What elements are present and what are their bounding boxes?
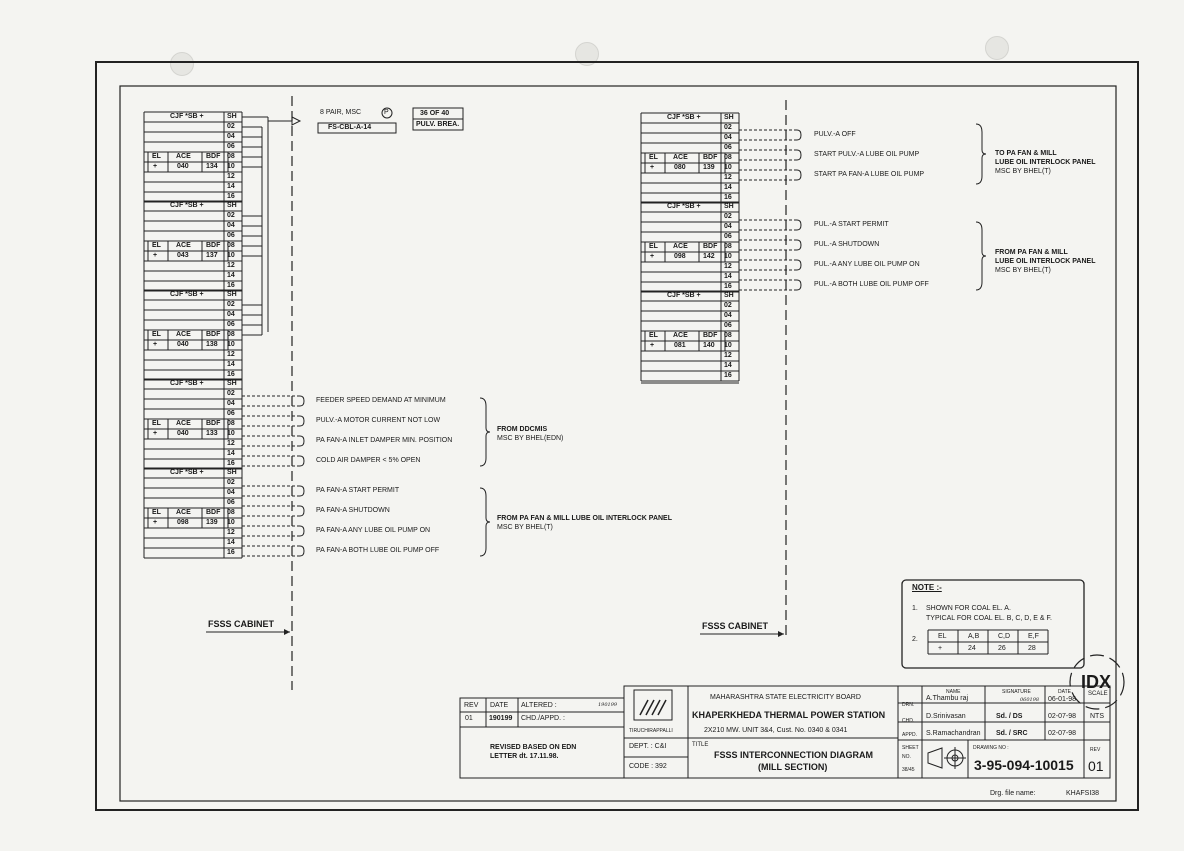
- tb-drn-label: DRN.: [902, 702, 915, 708]
- left-block1-row-16: 16: [227, 282, 235, 289]
- right-block2-row-02: 02: [724, 302, 732, 309]
- left-block3-row-SH: SH: [227, 380, 237, 387]
- right-block0-hdr-ace: ACE: [673, 154, 688, 161]
- left-block1-row-02: 02: [227, 212, 235, 219]
- right-block2-row-14: 14: [724, 362, 732, 369]
- tb-sig-chd: Sd. / DS: [996, 713, 1023, 720]
- tb-altered-date: 190199: [598, 702, 618, 708]
- left-block1-row-06: 06: [227, 232, 235, 239]
- note-item1-line1: SHOWN FOR COAL EL. A.: [926, 605, 1011, 612]
- note-table-value-1: 24: [968, 645, 976, 652]
- cable-pair-label: 8 PAIR, MSC: [320, 109, 362, 116]
- left-block4-code: 098: [177, 519, 189, 526]
- left-block3-hdr-bdf: BDF: [206, 420, 221, 427]
- left-block3-row-12: 12: [227, 440, 235, 447]
- note-table-header-1: A,B: [968, 633, 980, 640]
- right-cabinet-label: FSSS CABINET: [702, 621, 769, 631]
- right-block1-row-02: 02: [724, 213, 732, 220]
- right-signal-5: PUL.-A ANY LUBE OIL PUMP ON: [814, 261, 920, 268]
- left-block2-plus: +: [153, 341, 158, 348]
- left-block3-row-14: 14: [227, 450, 235, 457]
- from-panel-line1: FROM PA FAN & MILL: [995, 249, 1068, 256]
- ddcmis-title: FROM DDCMIS: [497, 426, 548, 433]
- tb-rev-no: 01: [465, 715, 473, 722]
- right-block2-row-06: 06: [724, 322, 732, 329]
- note-box: [902, 580, 1084, 668]
- right-block1-row-10: 10: [724, 253, 732, 260]
- cable-box-top: 36 OF 40: [420, 110, 450, 117]
- right-signal-4: PUL.-A SHUTDOWN: [814, 241, 880, 248]
- right-block2-hdr-el: EL: [649, 332, 658, 339]
- right-block1-title: CJF *SB +: [667, 203, 701, 210]
- tb-revised-line1: REVISED BASED ON EDN: [490, 744, 577, 751]
- tb-date-header: DATE: [490, 702, 509, 709]
- left-signal-0: FEEDER SPEED DEMAND AT MINIMUM: [316, 397, 446, 404]
- left-block2-hdr-bdf: BDF: [206, 331, 221, 338]
- note-table-header-3: E,F: [1028, 633, 1039, 640]
- tb-company-city: TIRUCHIRAPPALLI: [629, 728, 673, 734]
- right-block2-code2: 140: [703, 342, 715, 349]
- right-block2-row-SH: SH: [724, 292, 734, 299]
- tb-date-chd: 02-07-98: [1048, 713, 1077, 720]
- left-block2-row-12: 12: [227, 351, 235, 358]
- left-block3-row-16: 16: [227, 460, 235, 467]
- note-table-value-0: +: [938, 645, 943, 652]
- left-block1-hdr-ace: ACE: [176, 242, 191, 249]
- left-signal-6: PA FAN-A ANY LUBE OIL PUMP ON: [316, 527, 431, 534]
- tb-drawing-label: DRAWING NO :: [973, 745, 1009, 751]
- right-block1-row-06: 06: [724, 233, 732, 240]
- left-block3-row-02: 02: [227, 390, 235, 397]
- projection-symbol-icon: [928, 747, 966, 769]
- left-block4-code2: 139: [206, 519, 218, 526]
- left-block2-code2: 138: [206, 341, 218, 348]
- tb-sig-header: SIGNATURE: [1002, 689, 1031, 695]
- right-block2-row-10: 10: [724, 342, 732, 349]
- left-block2-hdr-el: EL: [152, 331, 161, 338]
- tb-chd-label: CHD./APPD. :: [521, 715, 565, 722]
- left-block1-title: CJF *SB +: [170, 202, 204, 209]
- left-block4-row-14: 14: [227, 539, 235, 546]
- tb-dept: DEPT. : C&I: [629, 743, 667, 750]
- left-block3-row-08: 08: [227, 420, 235, 427]
- company-logo-icon: [640, 700, 666, 715]
- left-block4-plus: +: [153, 519, 158, 526]
- tb-date-appd: 02-07-98: [1048, 730, 1077, 737]
- from-panel-line2: LUBE OIL INTERLOCK PANEL: [995, 258, 1096, 265]
- tb-revised-line2: LETTER dt. 17.11.98.: [490, 753, 559, 760]
- tb-rev-date: 190199: [489, 715, 513, 722]
- left-block1-row-12: 12: [227, 262, 235, 269]
- tb-name-drn: A.Thambu raj: [926, 695, 969, 702]
- right-block2-title: CJF *SB +: [667, 292, 701, 299]
- right-block1-row-12: 12: [724, 263, 732, 270]
- idx-stamp-text: IDX: [1081, 672, 1112, 692]
- tb-sheet-no-label: NO.: [902, 754, 911, 760]
- left-block3-code: 040: [177, 430, 189, 437]
- tb-rev-label: REV: [1090, 747, 1101, 753]
- note-item2-no: 2.: [912, 636, 918, 643]
- ddcmis-brace: [480, 398, 490, 466]
- right-block1-hdr-bdf: BDF: [703, 243, 718, 250]
- right-block2-row-08: 08: [724, 332, 732, 339]
- tb-title-line2: (MILL SECTION): [758, 762, 828, 772]
- right-block2-row-04: 04: [724, 312, 732, 319]
- tb-chd-row-label: CHD.: [902, 718, 915, 724]
- note-item1-line2: TYPICAL FOR COAL EL. B, C, D, E & F.: [926, 615, 1052, 622]
- left-block4-title: CJF *SB +: [170, 469, 204, 476]
- ddcmis-sub: MSC BY BHEL(EDN): [497, 435, 564, 442]
- left-block0-plus: +: [153, 163, 158, 170]
- left-block4-row-04: 04: [227, 489, 235, 496]
- left-block1-plus: +: [153, 252, 158, 259]
- left-block0-row-08: 08: [227, 153, 235, 160]
- left-block0-code2: 134: [206, 163, 218, 170]
- tb-title-line1: FSSS INTERCONNECTION DIAGRAM: [714, 750, 874, 760]
- left-block2-hdr-ace: ACE: [176, 331, 191, 338]
- tb-scale-header: SCALE: [1088, 691, 1108, 697]
- left-block3-hdr-el: EL: [152, 420, 161, 427]
- right-signal-1: START PULV.-A LUBE OIL PUMP: [814, 151, 920, 158]
- left-block4-row-08: 08: [227, 509, 235, 516]
- right-block0-row-12: 12: [724, 174, 732, 181]
- left-signal-1: PULV.-A MOTOR CURRENT NOT LOW: [316, 417, 441, 424]
- to-panel-line2: LUBE OIL INTERLOCK PANEL: [995, 159, 1096, 166]
- left-signal-3: COLD AIR DAMPER < 5% OPEN: [316, 457, 421, 464]
- right-block0-row-04: 04: [724, 134, 732, 141]
- left-block2-row-06: 06: [227, 321, 235, 328]
- left-block4-row-02: 02: [227, 479, 235, 486]
- right-block1-code: 098: [674, 253, 686, 260]
- left-block3-row-10: 10: [227, 430, 235, 437]
- note-title: NOTE :-: [912, 583, 942, 592]
- left-block1-row-04: 04: [227, 222, 235, 229]
- right-block2-row-12: 12: [724, 352, 732, 359]
- tb-scale: NTS: [1090, 713, 1104, 720]
- right-block0-row-02: 02: [724, 124, 732, 131]
- tb-code: CODE : 392: [629, 763, 667, 770]
- note-table-header-0: EL: [938, 633, 947, 640]
- left-block0-row-12: 12: [227, 173, 235, 180]
- tb-file-name: KHAFSI38: [1066, 790, 1100, 797]
- left-block0-row-04: 04: [227, 133, 235, 140]
- right-block0-hdr-bdf: BDF: [703, 154, 718, 161]
- left-block0-hdr-el: EL: [152, 153, 161, 160]
- right-block2-hdr-bdf: BDF: [703, 332, 718, 339]
- tb-rev-header: REV: [464, 702, 479, 709]
- left-block4-row-SH: SH: [227, 469, 237, 476]
- left-block1-hdr-bdf: BDF: [206, 242, 221, 249]
- left-block1-code: 043: [177, 252, 189, 259]
- tb-board: MAHARASHTRA STATE ELECTRICITY BOARD: [710, 694, 861, 701]
- right-block2-plus: +: [650, 342, 655, 349]
- left-block4-hdr-bdf: BDF: [206, 509, 221, 516]
- left-block2-row-02: 02: [227, 301, 235, 308]
- right-block0-plus: +: [650, 164, 655, 171]
- note-item1-no: 1.: [912, 605, 918, 612]
- tb-sheet-label: SHEET: [902, 745, 919, 751]
- tb-date-col-header: DATE: [1058, 689, 1071, 695]
- right-block1-code2: 142: [703, 253, 715, 260]
- tb-name-chd: D.Srinivasan: [926, 713, 966, 720]
- tb-sig-appd: Sd. / SRC: [996, 730, 1028, 737]
- left-block3-plus: +: [153, 430, 158, 437]
- to-panel-line1: TO PA FAN & MILL: [995, 150, 1057, 157]
- left-block1-hdr-el: EL: [152, 242, 161, 249]
- tb-unit: 2X210 MW. UNIT 3&4, Cust. No. 0340 & 0341: [704, 727, 848, 734]
- right-block0-row-16: 16: [724, 194, 732, 201]
- cable-box-bottom: PULV. BREA.: [416, 121, 460, 128]
- left-block2-row-04: 04: [227, 311, 235, 318]
- right-block1-row-14: 14: [724, 273, 732, 280]
- left-signal-5: PA FAN-A SHUTDOWN: [316, 507, 390, 514]
- tb-altered-label: ALTERED :: [521, 702, 557, 709]
- right-block0-row-14: 14: [724, 184, 732, 191]
- left-block1-code2: 137: [206, 252, 218, 259]
- right-block0-row-06: 06: [724, 144, 732, 151]
- left-block3-title: CJF *SB +: [170, 380, 204, 387]
- left-block2-row-08: 08: [227, 331, 235, 338]
- right-block2-hdr-ace: ACE: [673, 332, 688, 339]
- left-block3-code2: 133: [206, 430, 218, 437]
- left-block2-row-16: 16: [227, 371, 235, 378]
- left-block2-code: 040: [177, 341, 189, 348]
- right-signal-2: START PA FAN-A LUBE OIL PUMP: [814, 171, 925, 178]
- note-table-value-3: 28: [1028, 645, 1036, 652]
- left-cabinet-label: FSSS CABINET: [208, 619, 275, 629]
- p-circle-label: P: [384, 109, 389, 116]
- to-panel-brace: [976, 124, 986, 184]
- to-panel-sub: MSC BY BHEL(T): [995, 168, 1051, 175]
- left-block2-row-10: 10: [227, 341, 235, 348]
- left-block4-row-12: 12: [227, 529, 235, 536]
- tb-station: KHAPERKHEDA THERMAL POWER STATION: [692, 710, 886, 720]
- right-block1-hdr-ace: ACE: [673, 243, 688, 250]
- left-block2-title: CJF *SB +: [170, 291, 204, 298]
- left-block0-row-SH: SH: [227, 113, 237, 120]
- tb-name-appd: S.Ramachandran: [926, 730, 981, 737]
- left-block1-row-14: 14: [227, 272, 235, 279]
- right-block2-code: 081: [674, 342, 686, 349]
- cable-number: FS-CBL-A-14: [328, 124, 372, 131]
- right-block0-row-08: 08: [724, 154, 732, 161]
- right-signal-3: PUL.-A START PERMIT: [814, 221, 889, 228]
- right-block0-code: 080: [674, 164, 686, 171]
- left-block1-row-10: 10: [227, 252, 235, 259]
- tb-title-label: TITLE: [692, 742, 709, 748]
- tb-appd-label: APPD.: [902, 732, 918, 738]
- right-block1-row-16: 16: [724, 283, 732, 290]
- left-block0-hdr-bdf: BDF: [206, 153, 221, 160]
- left-block0-title: CJF *SB +: [170, 113, 204, 120]
- tb-date-drn: 06-01-98: [1048, 696, 1077, 703]
- tb-sig-drn-date: 060198: [1020, 697, 1040, 703]
- left-signal-4: PA FAN-A START PERMIT: [316, 487, 400, 494]
- right-block1-row-04: 04: [724, 223, 732, 230]
- left-block1-row-08: 08: [227, 242, 235, 249]
- left-block3-row-04: 04: [227, 400, 235, 407]
- left-block0-row-16: 16: [227, 193, 235, 200]
- left-interlock-brace: [480, 488, 490, 556]
- left-block1-row-SH: SH: [227, 202, 237, 209]
- left-signal-7: PA FAN-A BOTH LUBE OIL PUMP OFF: [316, 547, 440, 554]
- tb-sheet-no: 38/45: [902, 767, 915, 773]
- right-block1-plus: +: [650, 253, 655, 260]
- left-block4-row-10: 10: [227, 519, 235, 526]
- note-table-header-2: C,D: [998, 633, 1011, 640]
- right-block0-row-SH: SH: [724, 114, 734, 121]
- left-block3-row-06: 06: [227, 410, 235, 417]
- left-block0-hdr-ace: ACE: [176, 153, 191, 160]
- left-block2-row-SH: SH: [227, 291, 237, 298]
- right-block0-title: CJF *SB +: [667, 114, 701, 121]
- right-signal-0: PULV.-A OFF: [814, 131, 856, 138]
- left-block4-hdr-el: EL: [152, 509, 161, 516]
- inner-border: [120, 86, 1116, 801]
- right-block0-code2: 139: [703, 164, 715, 171]
- left-interlock-title: FROM PA FAN & MILL LUBE OIL INTERLOCK PANEL: [497, 515, 672, 522]
- left-block0-code: 040: [177, 163, 189, 170]
- from-panel-sub: MSC BY BHEL(T): [995, 267, 1051, 274]
- left-signal-2: PA FAN-A INLET DAMPER MIN. POSITION: [316, 437, 453, 444]
- left-block0-row-14: 14: [227, 183, 235, 190]
- tb-drawing-no: 3-95-094-10015: [974, 757, 1074, 773]
- right-block0-row-10: 10: [724, 164, 732, 171]
- left-interlock-sub: MSC BY BHEL(T): [497, 524, 553, 531]
- left-block0-row-10: 10: [227, 163, 235, 170]
- tb-file-label: Drg. file name:: [990, 790, 1036, 797]
- left-block4-hdr-ace: ACE: [176, 509, 191, 516]
- right-block0-hdr-el: EL: [649, 154, 658, 161]
- left-block3-hdr-ace: ACE: [176, 420, 191, 427]
- tb-rev-value: 01: [1088, 758, 1104, 774]
- left-block4-row-06: 06: [227, 499, 235, 506]
- right-block1-hdr-el: EL: [649, 243, 658, 250]
- left-block0-row-02: 02: [227, 123, 235, 130]
- left-block2-row-14: 14: [227, 361, 235, 368]
- from-panel-brace: [976, 222, 986, 290]
- right-block1-row-SH: SH: [724, 203, 734, 210]
- right-signal-6: PUL.-A BOTH LUBE OIL PUMP OFF: [814, 281, 929, 288]
- tb-name-header: NAME: [946, 689, 961, 695]
- right-block2-row-16: 16: [724, 372, 732, 379]
- note-table-value-2: 26: [998, 645, 1006, 652]
- left-block0-row-06: 06: [227, 143, 235, 150]
- left-block4-row-16: 16: [227, 549, 235, 556]
- right-block1-row-08: 08: [724, 243, 732, 250]
